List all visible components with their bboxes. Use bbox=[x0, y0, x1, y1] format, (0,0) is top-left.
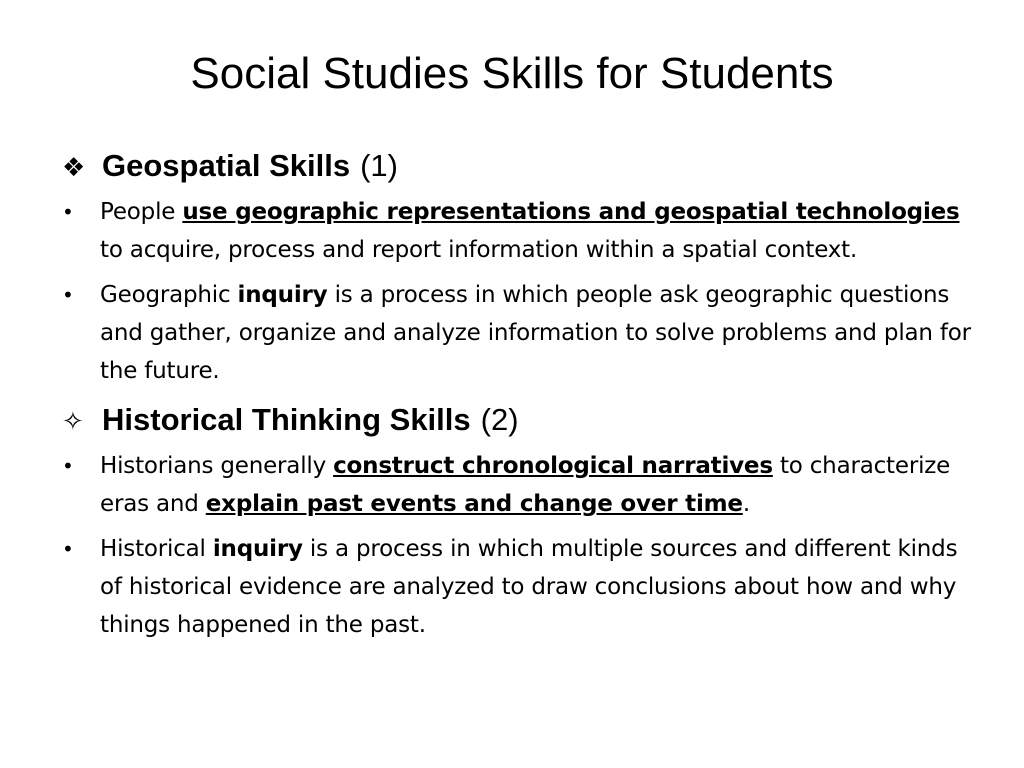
section-heading-text: Historical Thinking Skills bbox=[102, 402, 471, 437]
bullet-list-historical bbox=[62, 447, 982, 644]
bullet-item bbox=[62, 276, 982, 390]
bullet-text-mid: to characterize eras and bbox=[100, 453, 951, 517]
bullet-item bbox=[62, 447, 982, 523]
section-heading-number: (2) bbox=[480, 402, 519, 437]
bullet-text-pre: Geographic bbox=[100, 282, 238, 308]
bullet-text-emphasis: construct chronological narratives bbox=[333, 453, 773, 479]
bullet-text-pre: Historians generally bbox=[100, 453, 334, 479]
diamond-bullet-icon: ❖ bbox=[62, 152, 86, 182]
section-heading-geospatial bbox=[62, 144, 982, 189]
slide-content bbox=[62, 144, 982, 651]
bullet-text-emphasis: inquiry bbox=[212, 536, 303, 562]
bullet-dot-icon: • bbox=[62, 200, 74, 224]
bullet-text-emphasis: use geographic representations and geospatial technologies bbox=[182, 199, 960, 225]
bullet-text-post: is a process in which people ask geographic questions and gather, organize and analyze information to solve problems and plan for the future. bbox=[100, 282, 971, 384]
bullet-dot-icon: • bbox=[62, 454, 74, 478]
bullet-item bbox=[62, 530, 982, 644]
star-bullet-icon: ✧ bbox=[62, 406, 84, 436]
bullet-text-pre: Historical bbox=[100, 536, 213, 562]
bullet-text-pre: People bbox=[100, 199, 183, 225]
bullet-list-geospatial bbox=[62, 193, 982, 390]
section-heading-number: (1) bbox=[360, 148, 398, 183]
slide-title: Social Studies Skills for Students bbox=[190, 49, 834, 98]
bullet-dot-icon: • bbox=[62, 283, 74, 307]
bullet-text-post: is a process in which multiple sources and different kinds of historical evidence are analyzed to draw conclusions about how and why things happened in the past. bbox=[100, 536, 958, 638]
bullet-item bbox=[62, 193, 982, 269]
bullet-dot-icon: • bbox=[62, 537, 74, 561]
section-heading-historical bbox=[62, 398, 982, 443]
bullet-text-post: to acquire, process and report information within a spatial context. bbox=[100, 237, 858, 263]
bullet-text-emphasis-2: explain past events and change over time bbox=[205, 491, 743, 517]
bullet-text-post: . bbox=[742, 491, 750, 517]
section-heading-text: Geospatial Skills bbox=[102, 148, 351, 183]
bullet-text-emphasis: inquiry bbox=[237, 282, 328, 308]
